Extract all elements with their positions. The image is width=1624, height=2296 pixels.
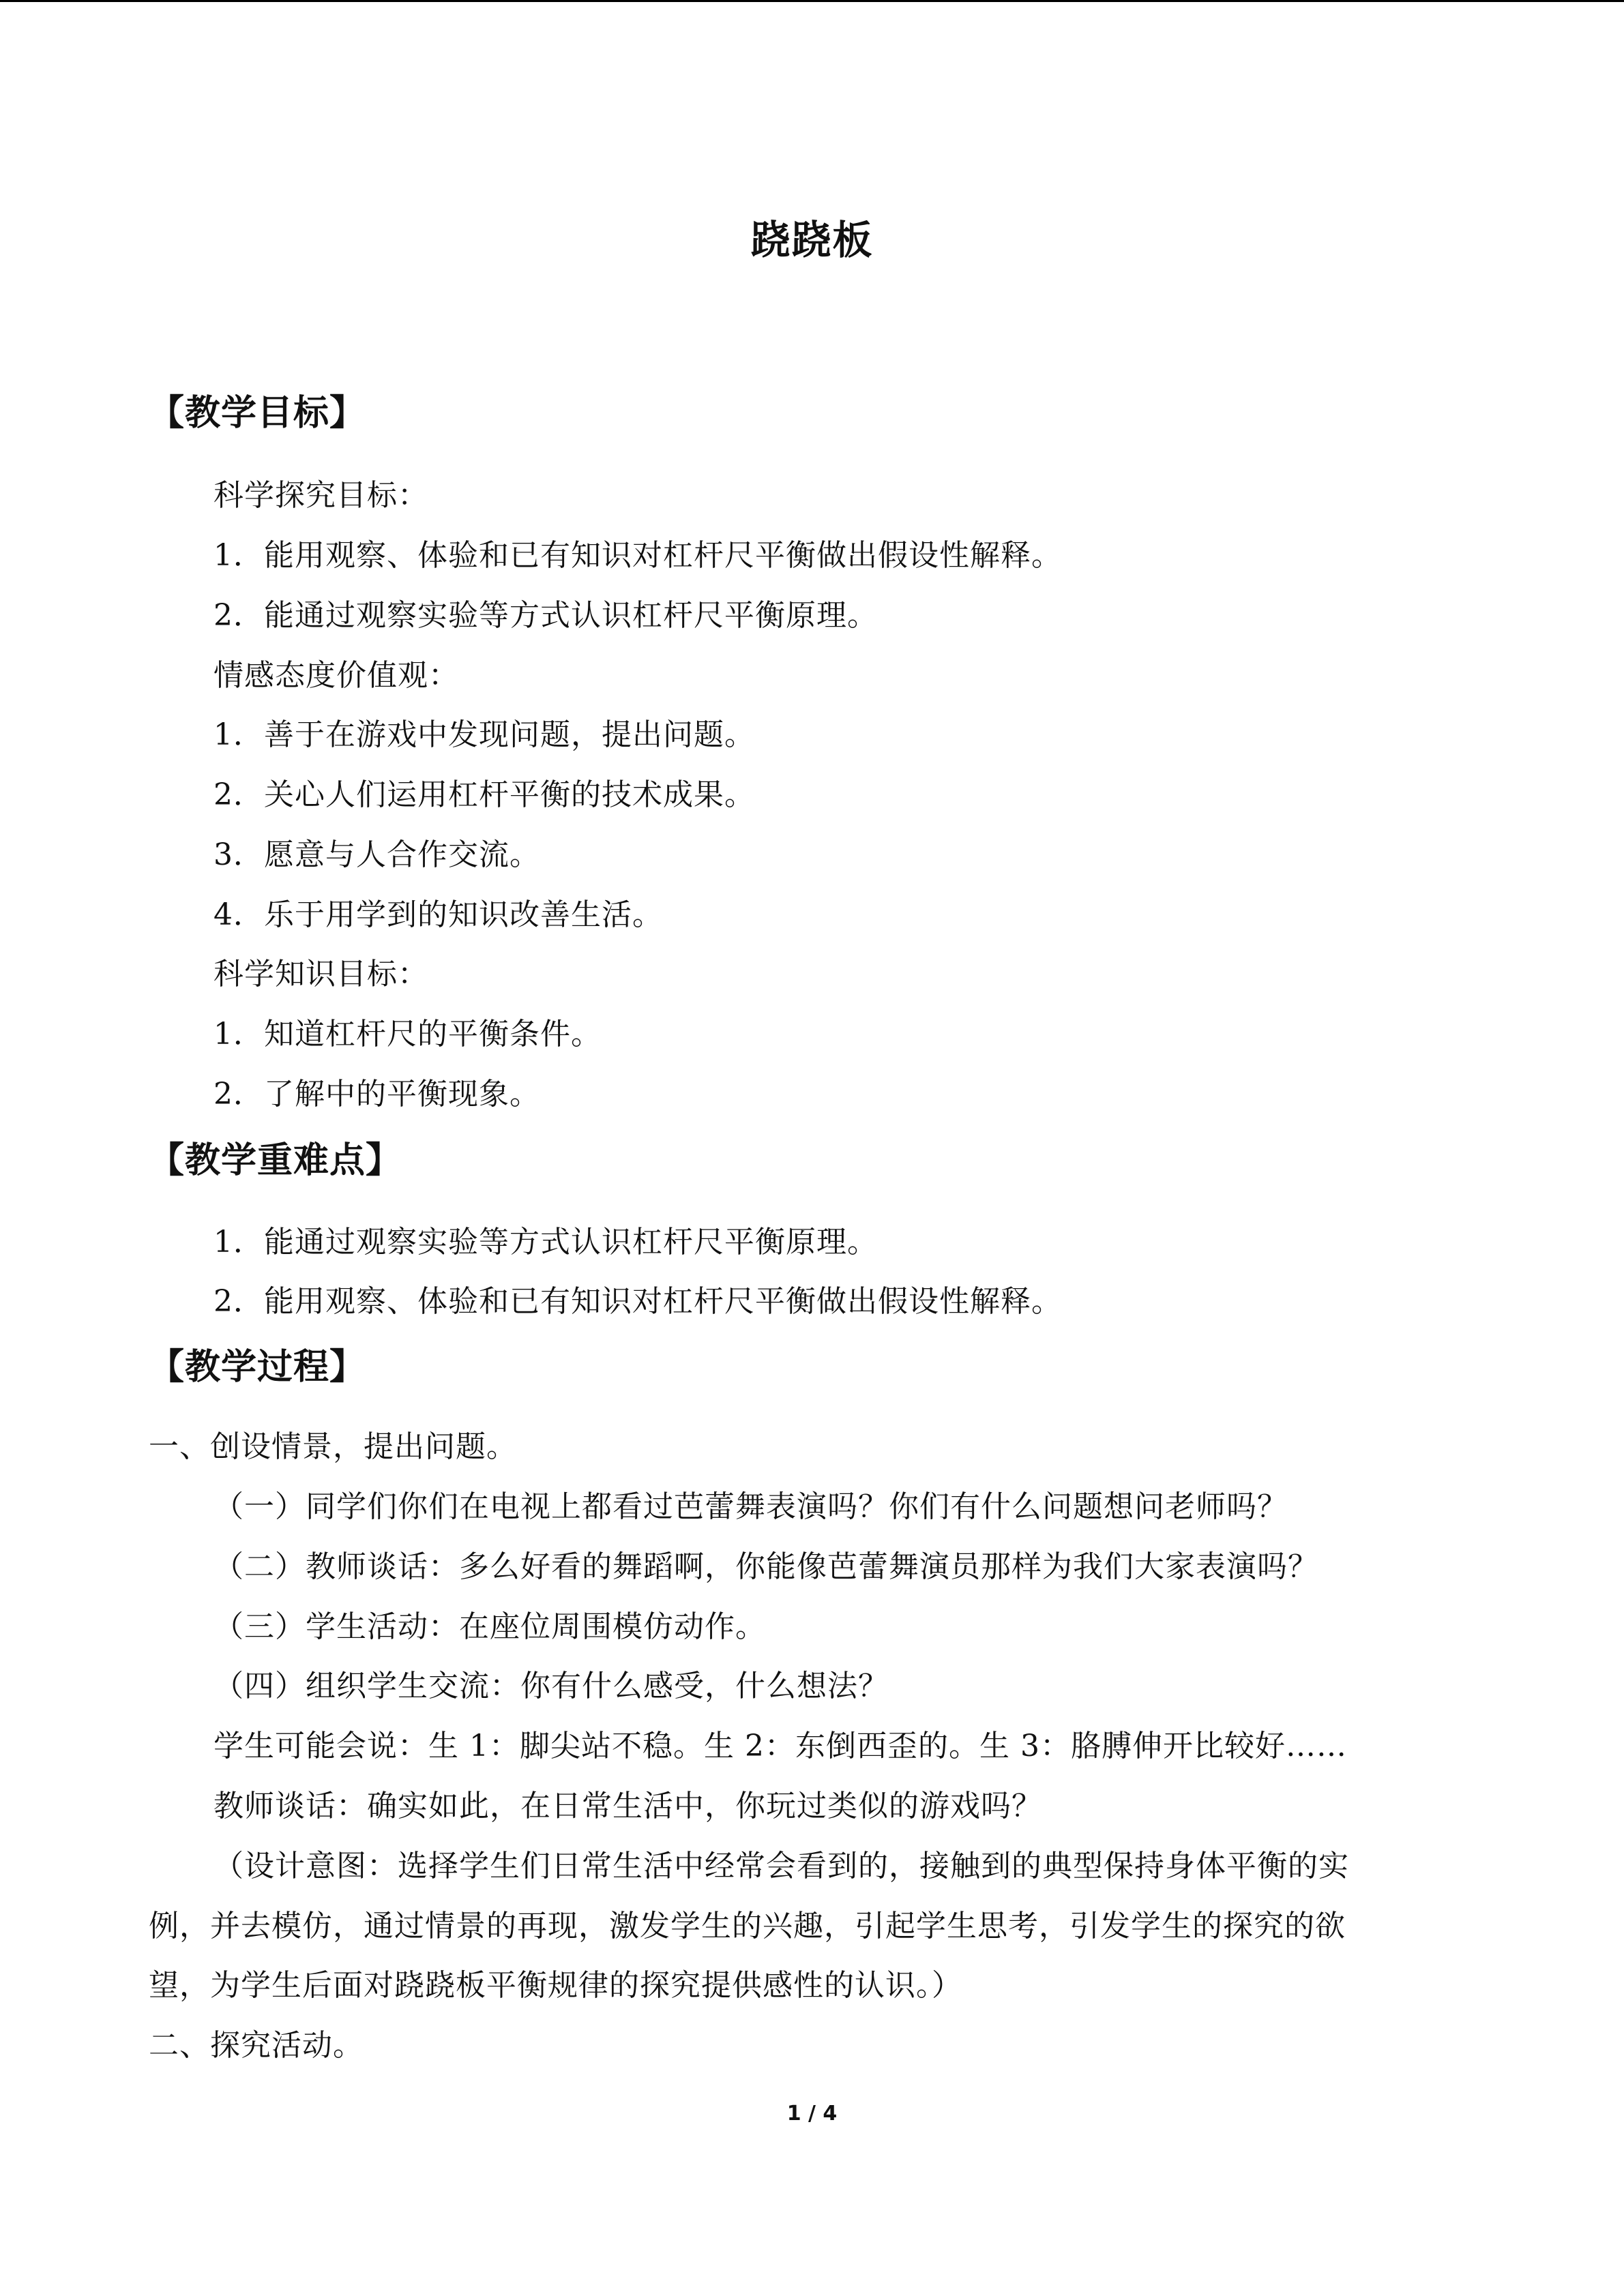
objectives-line: 1．知道杠杆尺的平衡条件。: [213, 1017, 602, 1052]
process-line: （设计意图：选择学生们日常生活中经常会看到的，接触到的典型保持身体平衡的实: [213, 1849, 1349, 1883]
process-line: 一、创设情景，提出问题。: [149, 1429, 517, 1464]
objectives-line: 科学知识目标：: [213, 957, 428, 992]
objectives-line: 情感态度价值观：: [213, 658, 459, 693]
document-title: 跷跷板: [750, 217, 874, 263]
process-line: （一）同学们你们在电视上都看过芭蕾舞表演吗？你们有什么问题想问老师吗？: [213, 1489, 1288, 1524]
objectives-line: 科学探究目标：: [213, 478, 428, 513]
objectives-line: 2．关心人们运用杠杆平衡的技术成果。: [213, 777, 755, 812]
process-line: （四）组织学生交流：你有什么感受，什么想法？: [213, 1669, 889, 1703]
process-line: 二、探究活动。: [149, 2028, 364, 2063]
page-number: 1 / 4: [786, 2102, 838, 2126]
process-line: （三）学生活动：在座位周围模仿动作。: [213, 1609, 766, 1644]
top-border-line: [0, 0, 1624, 2]
section-heading-process: 【教学过程】: [149, 1347, 366, 1388]
section-heading-objectives: 【教学目标】: [149, 393, 366, 434]
process-line: （二）教师谈话：多么好看的舞蹈啊，你能像芭蕾舞演员那样为我们大家表演吗？: [213, 1549, 1318, 1584]
key-points-line: 2．能用观察、体验和已有知识对杠杆尺平衡做出假设性解释。: [213, 1284, 1062, 1319]
key-points-line: 1．能通过观察实验等方式认识杠杆尺平衡原理。: [213, 1225, 878, 1259]
objectives-line: 4．乐于用学到的知识改善生活。: [213, 897, 663, 932]
objectives-line: 2．了解中的平衡现象。: [213, 1077, 540, 1112]
objectives-line: 1．能用观察、体验和已有知识对杠杆尺平衡做出假设性解释。: [213, 538, 1062, 573]
process-line: 望，为学生后面对跷跷板平衡规律的探究提供感性的认识。）: [149, 1968, 962, 2003]
process-line: 例，并去模仿，通过情景的再现，激发学生的兴趣，引起学生思考，引发学生的探究的欲: [149, 1909, 1346, 1943]
objectives-line: 1．善于在游戏中发现问题，提出问题。: [213, 717, 755, 752]
objectives-line: 2．能通过观察实验等方式认识杠杆尺平衡原理。: [213, 598, 878, 633]
process-line: 学生可能会说：生 1：脚尖站不稳。生 2：东倒西歪的。生 3：胳膊伸开比较好……: [213, 1729, 1347, 1763]
objectives-line: 3．愿意与人合作交流。: [213, 837, 540, 872]
section-heading-key-points: 【教学重难点】: [149, 1140, 402, 1181]
process-line: 教师谈话：确实如此，在日常生活中，你玩过类似的游戏吗？: [213, 1789, 1042, 1823]
